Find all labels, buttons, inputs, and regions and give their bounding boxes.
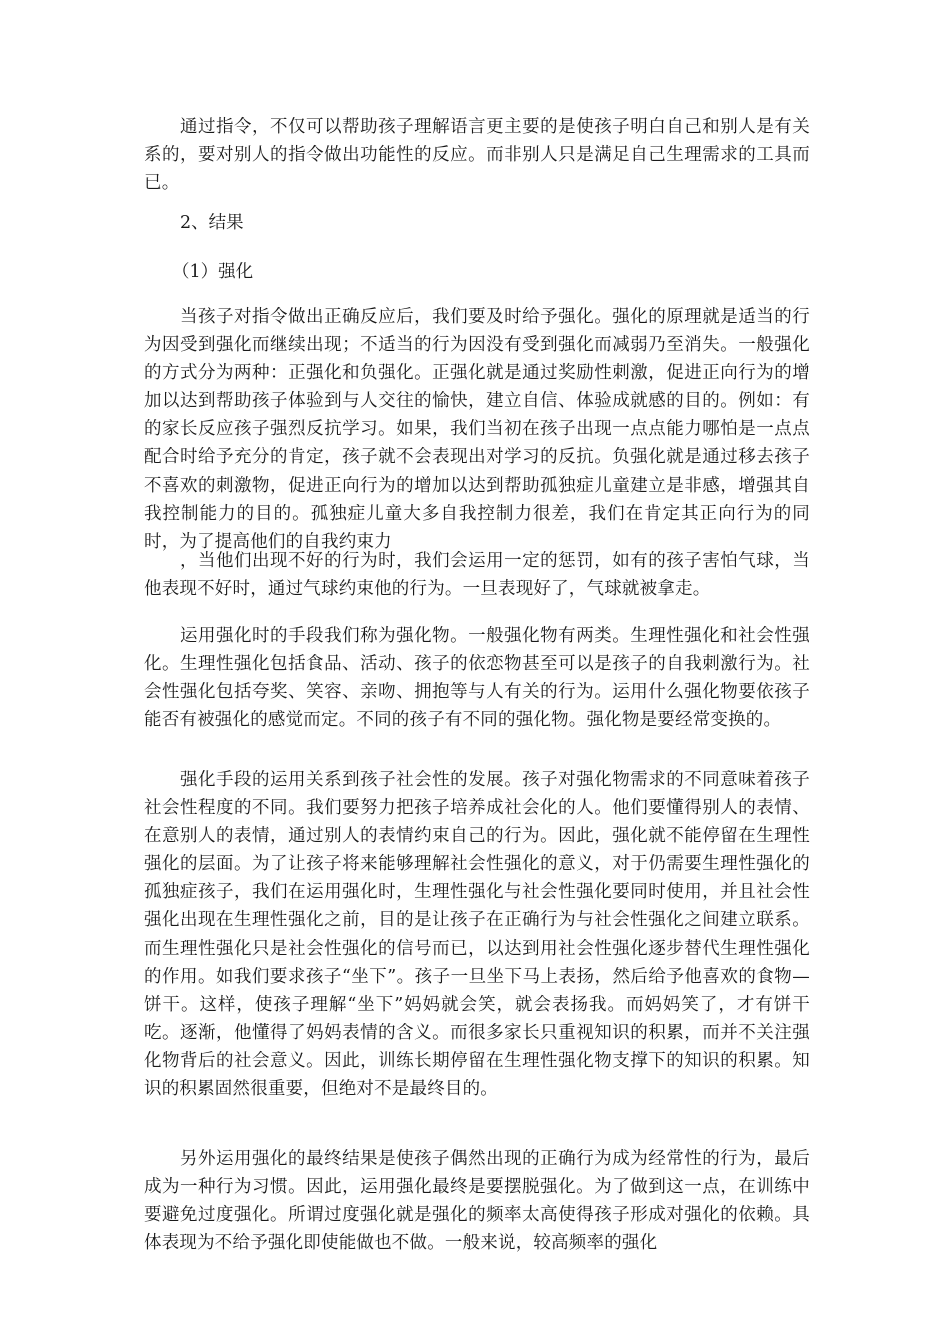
paragraph-social-development: 强化手段的运用关系到孩子社会性的发展。孩子对强化物需求的不同意味着孩子社会性程度的不同。我们要努力把孩子培养成社会化的人。他们要懂得别人的表情、在意别人的表情，通过别人的表情约束自己的行为。因此，强化就不能停留在生理性强化的层面。为了让孩子将来能够理解社会性强化的意义，对于仍需要生理性强化的孤独症孩子，我们在运用强化时，生理性强化与社会性强化要同时使用，并且社会性强化出现在生理性强化之前，目的是让孩子在正确行为与社会性强化之间建立联系。而生理性强化只是社会性强化的信号而已，以达到用社会性强化逐步替代生理性强化的作用。如我们要求孩子“坐下”。孩子一旦坐下马上表扬，然后给予他喜欢的食物—饼干。这样，使孩子理解“坐下”妈妈就会笑，就会表扬我。而妈妈笑了，才有饼干吃。逐渐，他懂得了妈妈表情的含义。而很多家长只重视知识的积累，而并不关注强化物背后的社会意义。因此，训练长期停留在生理性强化物支撑下的知识的积累。知识的积累固然很重要，但绝对不是最终目的。 [144,770,810,1100]
paragraph-instructions: 通过指令，不仅可以帮助孩子理解语言更主要的是使孩子明白自己和别人是有关系的，要对别人的指令做出功能性的反应。而非别人只是满足自己生理需求的工具而已。 [144,117,810,194]
subsection-heading-reinforcement: （1）强化 [172,262,254,282]
section-heading-results: 2、结果 [180,213,244,233]
paragraph-reinforcers: 运用强化时的手段我们称为强化物。一般强化物有两类。生理性强化和社会性强化。生理性强化包括食品、活动、孩子的依恋物甚至可以是孩子的自我刺激行为。社会性强化包括夸奖、笑容、亲吻、拥抱等与人有关的行为。运用什么强化物要依孩子能否有被强化的感觉而定。不同的孩子有不同的强化物。强化物是要经常变换的。 [144,626,810,731]
paragraph-over-reinforcement: 另外运用强化的最终结果是使孩子偶然出现的正确行为成为经常性的行为，最后成为一种行为习惯。因此，运用强化最终是要摆脱强化。为了做到这一点，在训练中要避免过度强化。所谓过度强化就是强化的频率太高使得孩子形成对强化的依赖。具体表现为不给予强化即使能做也不做。一般来说，较高频率的强化 [144,1149,810,1254]
paragraph-reinforcement-principle: 当孩子对指令做出正确反应后，我们要及时给予强化。强化的原理就是适当的行为因受到强化而继续出现；不适当的行为因没有受到强化而减弱乃至消失。一般强化的方式分为两种：正强化和负强化。正强化就是通过奖励性刺激，促进正向行为的增加以达到帮助孩子体验到与人交往的愉快，建立自信、体验成就感的目的。例如：有的家长反应孩子强烈反抗学习。如果，我们当初在孩子出现一点点能力哪怕是一点点配合时给予充分的肯定，孩子就不会表现出对学习的反抗。负强化就是通过移去孩子不喜欢的刺激物，促进正向行为的增加以达到帮助孤独症儿童建立是非感，增强其自我控制能力的目的。孤独症儿童大多自我控制力很差，我们在肯定其正向行为的同时，为了提高他们的自我约束力 [144,307,810,552]
paragraph-punishment-example: ，当他们出现不好的行为时，我们会运用一定的惩罚，如有的孩子害怕气球，当他表现不好时，通过气球约束他的行为。一旦表现好了，气球就被拿走。 [144,551,810,600]
